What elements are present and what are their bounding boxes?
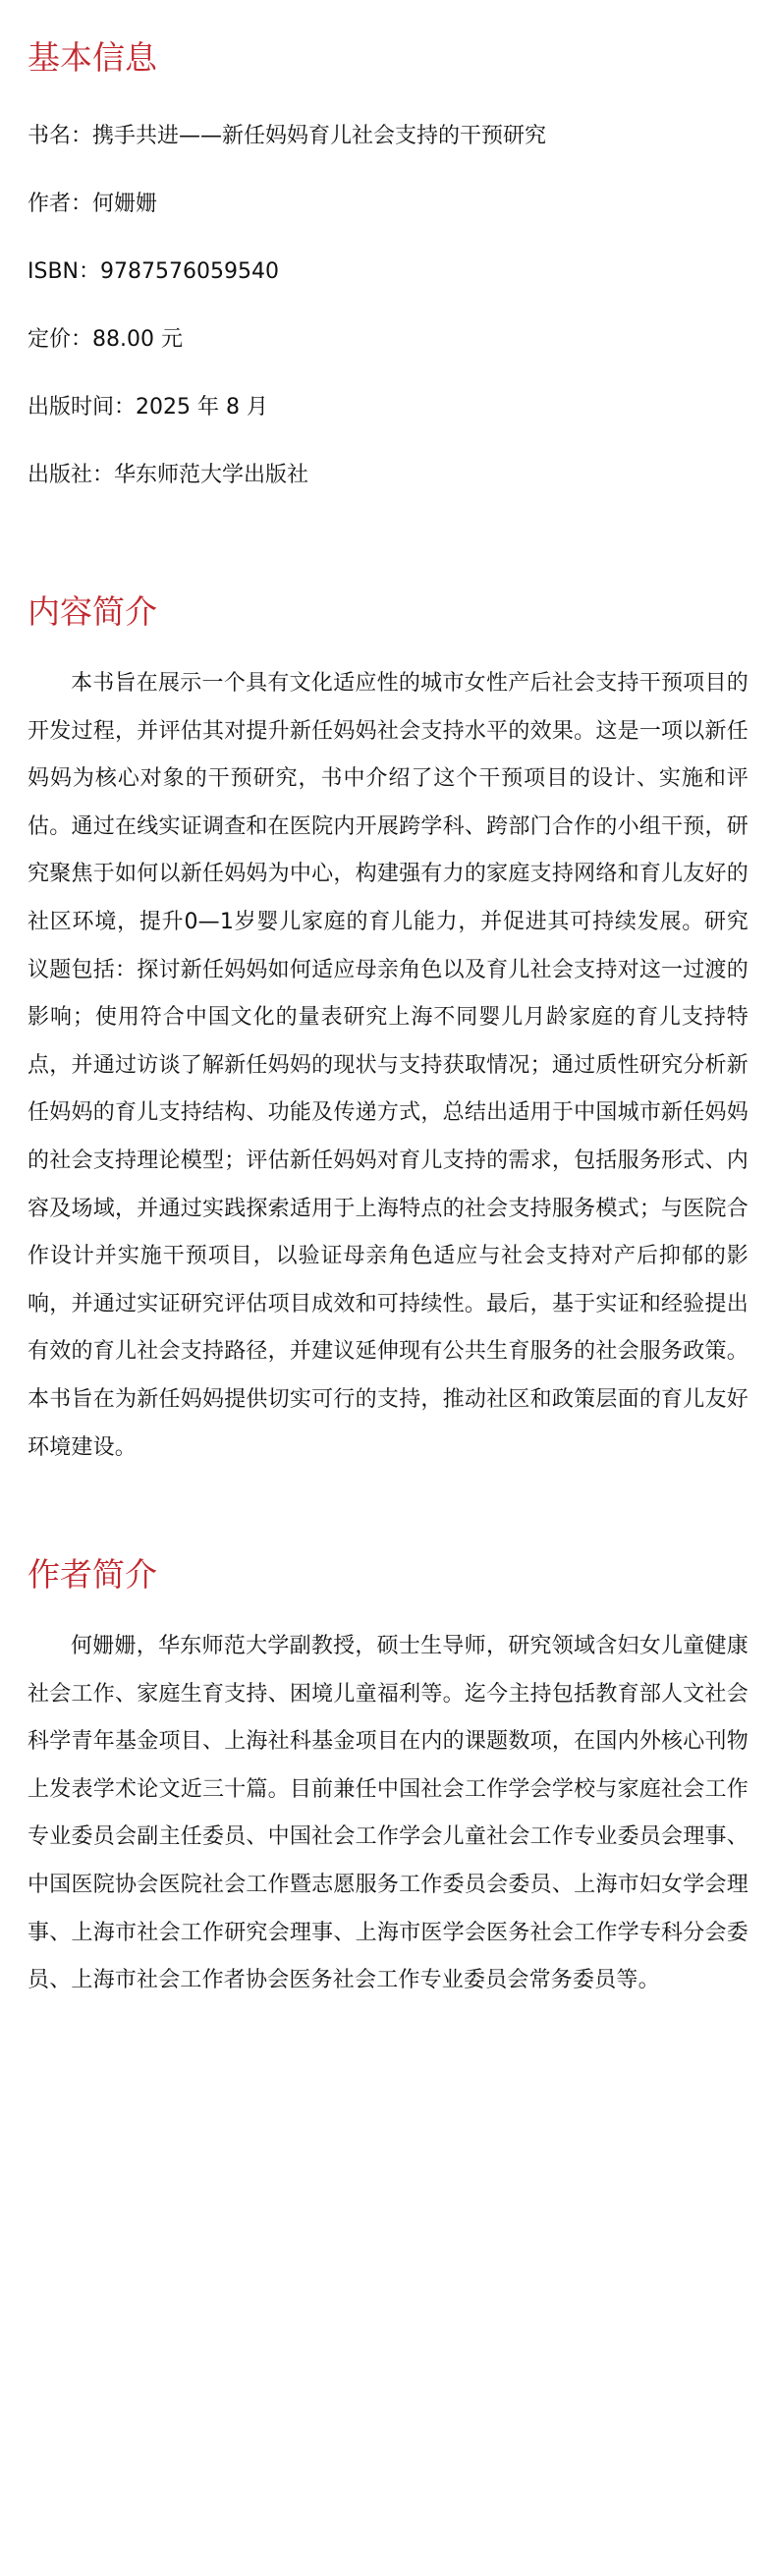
author-paragraph: 何姗姗，华东师范大学副教授，硕士生导师，研究领域含妇女儿童健康社会工作、家庭生育支持、困境儿童福利等。迄今主持包括教育部人文社会科学青年基金项目、上海社科基金项目在内的课题数项，在国内外核心刊物上发表学术论文近三十篇。目前兼任中国社会工作学会学校与家庭社会工作专业委员会副主任委员、中国社会工作学会儿童社会工作专业委员会理事、中国医院协会医院社会工作暨志愿服务工作委员会委员、上海市妇女学会理事、上海市社会工作研究会理事、上海市医学会医务社会工作学专科分会委员、上海市社会工作者协会医务社会工作专业委员会常务委员等。 <box>28 1634 748 1993</box>
info-value: 88.00 元 <box>92 326 183 352</box>
info-label: 作者： <box>28 191 93 216</box>
info-item-price <box>28 306 748 373</box>
info-value: 2025 年 8 月 <box>136 394 268 420</box>
info-item-book-title <box>28 102 748 170</box>
summary-paragraph: 本书旨在展示一个具有文化适应性的城市女性产后社会支持干预项目的开发过程，并评估其对提升新任妈妈社会支持水平的效果。这是一项以新任妈妈为核心对象的干预研究，书中介绍了这个干预项目的设计、实施和评估。通过在线实证调查和在医院内开展跨学科、跨部门合作的小组干预，研究聚焦于如何以新任妈妈为中心，构建强有力的家庭支持网络和育儿友好的社区环境，提升0—1岁婴儿家庭的育儿能力，并促进其可持续发展。研究议题包括：探讨新任妈妈如何适应母亲角色以及育儿社会支持对这一过渡的影响；使用符合中国文化的量表研究上海不同婴儿月龄家庭的育儿支持特点，并通过访谈了解新任妈妈的现状与支持获取情况；通过质性研究分析新任妈妈的育儿支持结构、功能及传递方式，总结出适用于中国城市新任妈妈的社会支持理论模型；评估新任妈妈对育儿支持的需求，包括服务形式、内容及场域，并通过实践探索适用于上海特点的社会支持服务模式；与医院合作设计并实施干预项目，以验证母亲角色适应与社会支持对产后抑郁的影响，并通过实证研究评估项目成效和可持续性。最后，基于实证和经验提出有效的育儿社会支持路径，并建议延伸现有公共生育服务的社会服务政策。本书旨在为新任妈妈提供切实可行的支持，推动社区和政策层面的育儿友好环境建设。 <box>28 671 748 1460</box>
info-label: ISBN： <box>28 258 101 284</box>
info-label: 出版时间： <box>28 394 137 420</box>
basic-info-list <box>28 102 748 509</box>
info-item-isbn <box>28 238 748 306</box>
info-value: 9787576059540 <box>100 258 279 284</box>
basic-info-section <box>28 31 748 509</box>
summary-section <box>28 586 748 1472</box>
info-value: 携手共进——新任妈妈育儿社会支持的干预研究 <box>92 123 547 148</box>
info-item-publish-date <box>28 373 748 441</box>
info-value: 何姗姗 <box>92 191 158 216</box>
info-value: 华东师范大学出版社 <box>114 462 309 487</box>
info-label: 定价： <box>28 326 93 352</box>
info-label: 书名： <box>28 123 93 148</box>
author-heading: 作者简介 <box>28 1555 157 1595</box>
author-section <box>28 1548 748 2005</box>
info-item-author <box>28 170 748 238</box>
summary-heading: 内容简介 <box>28 592 157 631</box>
basic-info-heading: 基本信息 <box>28 38 157 77</box>
info-label: 出版社： <box>28 462 115 487</box>
info-item-publisher <box>28 441 748 509</box>
